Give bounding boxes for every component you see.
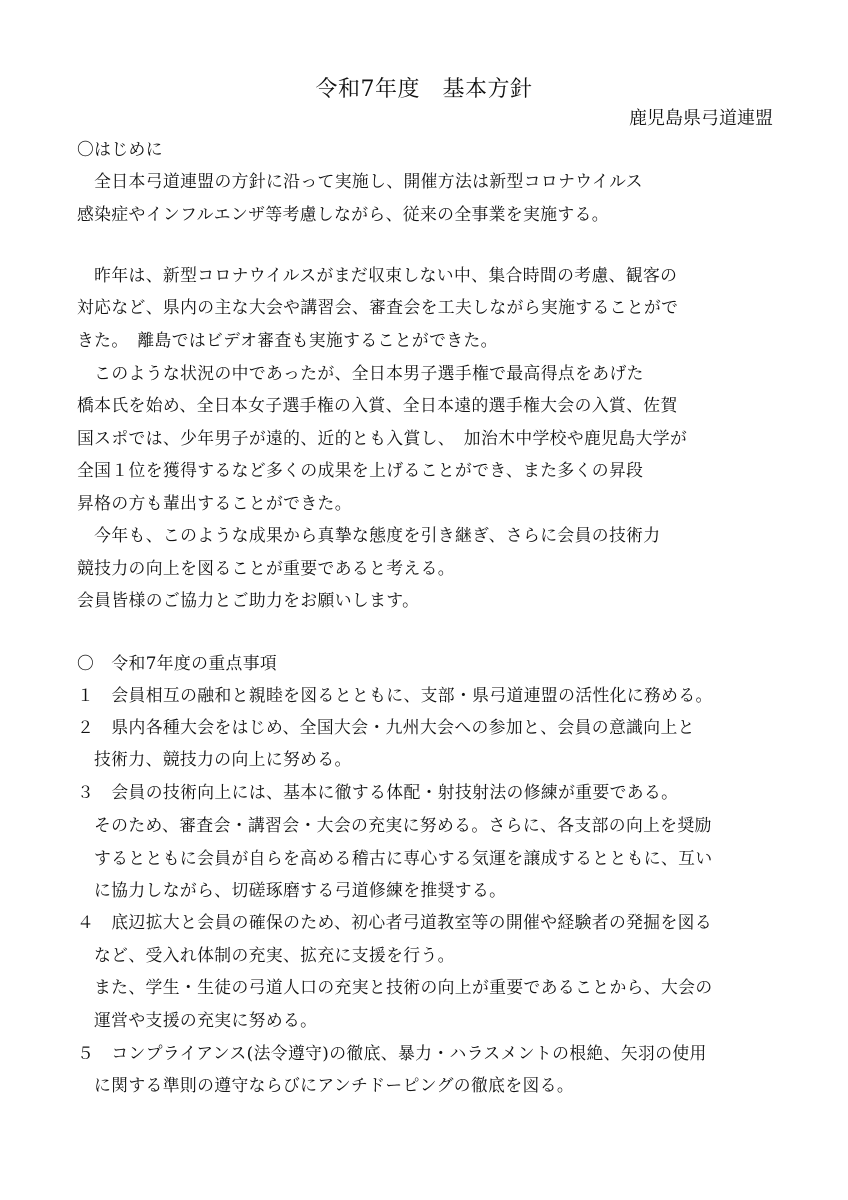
intro-line: 今年も、このような成果から真摯な態度を引き継ぎ、さらに会員の技術力 [77,525,661,545]
priority-line: など、受入れ体制の充実、拡充に支援を行う。 [94,945,455,965]
intro-line: 橋本氏を始め、全日本女子選手権の入賞、全日本遠的選手権大会の入賞、佐賀 [77,395,678,415]
priority-line: に関する準則の遵守ならびにアンチドーピングの徹底を図る。 [94,1075,575,1095]
intro-line: 全日本弓道連盟の方針に沿って実施し、開催方法は新型コロナウイルス [77,171,643,191]
intro-line: きた。 離島ではビデオ審査も実施することができた。 [77,330,498,350]
intro-line: 対応など、県内の主な大会や講習会、審査会を工夫しながら実施することがで [77,297,679,317]
priority-line: 運営や支援の充実に努める。 [94,1010,318,1030]
priorities-heading: 〇 令和7年度の重点事項 [77,653,278,673]
intro-line: 全国１位を獲得するなど多くの成果を上げることができ、また多くの昇段 [77,460,644,480]
priority-line: また、学生・生徒の弓道人口の充実と技術の向上が重要であることから、大会の [94,977,713,997]
intro-heading: 〇はじめに [77,139,163,159]
intro-line: 競技力の向上を図ることが重要であると考える。 [77,558,455,578]
intro-line: 会員皆様のご協力とご助力をお願いします。 [77,590,420,610]
priority-line: そのため、審査会・講習会・大会の充実に努める。さらに、各支部の向上を奨励 [94,815,712,835]
priority-line: ４ 底辺拡大と会員の確保のため、初心者弓道教室等の開催や経験者の発掘を図る [77,912,713,932]
priority-line: １ 会員相互の融和と親睦を図るとともに、支部・県弓道連盟の活性化に務める。 [77,685,713,705]
intro-line: 昇格の方も輩出することができた。 [77,493,352,513]
page-title: 令和7年度 基本方針 [315,77,533,102]
priority-line: するとともに会員が自らを高める稽古に専心する気運を譲成するとともに、互い [94,848,713,868]
priority-line: に協力しながら、切磋琢磨する弓道修練を推奨する。 [94,880,507,900]
intro-line: 国スポでは、少年男子が遠的、近的とも入賞し、 加治木中学校や鹿児島大学が [77,428,688,448]
intro-line: このような状況の中であったが、全日本男子選手権で最高得点をあげた [77,363,644,383]
priority-line: 技術力、競技力の向上に努める。 [94,749,352,769]
priority-line: ５ コンプライアンス(法令遵守)の徹底、暴力・ハラスメントの根絶、矢羽の使用 [77,1043,707,1063]
intro-line: 昨年は、新型コロナウイルスがまだ収束しない中、集合時間の考慮、観客の [77,265,678,285]
priority-line: ３ 会員の技術向上には、基本に徹する体配・射技射法の修練が重要である。 [77,782,679,802]
intro-line: 感染症やインフルエンザ等考慮しながら、従来の全事業を実施する。 [77,204,609,224]
priority-line: ２ 県内各種大会をはじめ、全国大会・九州大会への参加と、会員の意識向上と [77,717,695,737]
organization-name: 鹿児島県弓道連盟 [629,108,773,129]
